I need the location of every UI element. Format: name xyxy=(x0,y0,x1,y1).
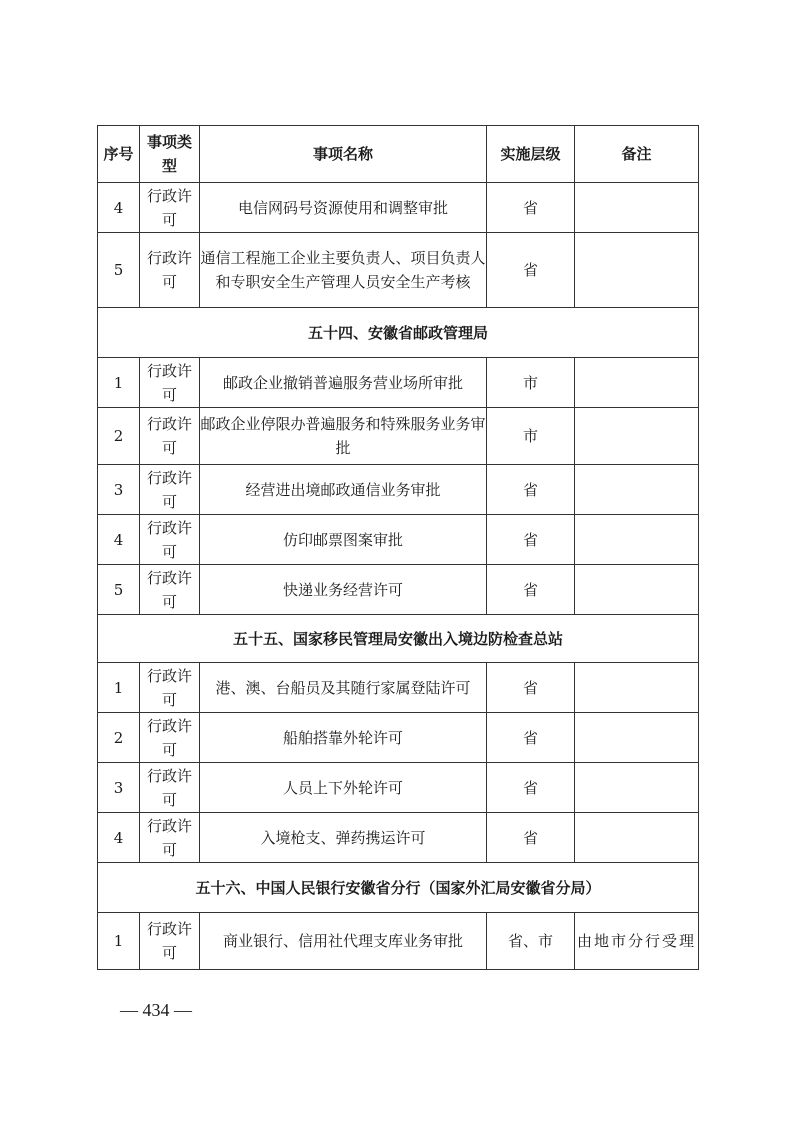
row-type: 行政许可 xyxy=(140,913,200,970)
row-type: 行政许可 xyxy=(140,465,200,515)
row-note xyxy=(575,183,699,233)
row-seq: 1 xyxy=(98,358,140,408)
row-level: 省 xyxy=(487,565,575,615)
row-note xyxy=(575,465,699,515)
header-name: 事项名称 xyxy=(200,126,487,183)
row-name: 邮政企业停限办普遍服务和特殊服务业务审批 xyxy=(200,408,487,465)
table-row xyxy=(98,515,699,565)
page-number: — 434 — xyxy=(120,1000,192,1020)
header-note: 备注 xyxy=(575,126,699,183)
table-row xyxy=(98,763,699,813)
row-name: 船舶搭靠外轮许可 xyxy=(200,713,487,763)
table-row xyxy=(98,358,699,408)
row-seq: 2 xyxy=(98,713,140,763)
table-row xyxy=(98,233,699,308)
row-seq: 5 xyxy=(98,233,140,308)
row-note: 由地市分行受理 xyxy=(575,913,699,970)
table-row xyxy=(98,183,699,233)
table-row xyxy=(98,913,699,970)
row-note xyxy=(575,813,699,863)
row-level: 省 xyxy=(487,515,575,565)
row-seq: 4 xyxy=(98,183,140,233)
row-seq: 1 xyxy=(98,913,140,970)
row-type: 行政许可 xyxy=(140,358,200,408)
row-seq: 3 xyxy=(98,465,140,515)
table-row xyxy=(98,408,699,465)
row-level: 省 xyxy=(487,233,575,308)
row-note xyxy=(575,565,699,615)
row-type: 行政许可 xyxy=(140,565,200,615)
row-name: 人员上下外轮许可 xyxy=(200,763,487,813)
row-note xyxy=(575,763,699,813)
row-seq: 4 xyxy=(98,813,140,863)
header-type: 事项类型 xyxy=(140,126,200,183)
row-level: 省 xyxy=(487,813,575,863)
row-seq: 1 xyxy=(98,663,140,713)
section-title: 五十六、中国人民银行安徽省分行（国家外汇局安徽省分局） xyxy=(98,863,699,913)
row-note xyxy=(575,233,699,308)
row-seq: 3 xyxy=(98,763,140,813)
row-type: 行政许可 xyxy=(140,515,200,565)
row-name: 商业银行、信用社代理支库业务审批 xyxy=(200,913,487,970)
table-row xyxy=(98,813,699,863)
approval-items-table xyxy=(97,125,699,970)
section-row xyxy=(98,308,699,358)
table-row xyxy=(98,565,699,615)
row-name: 电信网码号资源使用和调整审批 xyxy=(200,183,487,233)
row-level: 省 xyxy=(487,183,575,233)
row-level: 省 xyxy=(487,465,575,515)
row-note xyxy=(575,408,699,465)
row-level: 省 xyxy=(487,713,575,763)
row-level: 市 xyxy=(487,358,575,408)
table-row xyxy=(98,713,699,763)
table-header-row xyxy=(98,126,699,183)
row-note xyxy=(575,663,699,713)
header-seq: 序号 xyxy=(98,126,140,183)
row-note xyxy=(575,515,699,565)
row-seq: 5 xyxy=(98,565,140,615)
row-level: 省 xyxy=(487,763,575,813)
row-type: 行政许可 xyxy=(140,813,200,863)
row-name: 港、澳、台船员及其随行家属登陆许可 xyxy=(200,663,487,713)
row-name: 仿印邮票图案审批 xyxy=(200,515,487,565)
row-note xyxy=(575,358,699,408)
row-name: 快递业务经营许可 xyxy=(200,565,487,615)
row-name: 通信工程施工企业主要负责人、项目负责人和专职安全生产管理人员安全生产考核 xyxy=(200,233,487,308)
row-seq: 4 xyxy=(98,515,140,565)
table-row xyxy=(98,663,699,713)
section-row xyxy=(98,615,699,663)
section-title: 五十四、安徽省邮政管理局 xyxy=(98,308,699,358)
row-name: 经营进出境邮政通信业务审批 xyxy=(200,465,487,515)
table-row xyxy=(98,465,699,515)
row-type: 行政许可 xyxy=(140,663,200,713)
row-type: 行政许可 xyxy=(140,408,200,465)
section-title: 五十五、国家移民管理局安徽出入境边防检查总站 xyxy=(98,615,699,663)
row-name: 入境枪支、弹药携运许可 xyxy=(200,813,487,863)
header-level: 实施层级 xyxy=(487,126,575,183)
row-type: 行政许可 xyxy=(140,183,200,233)
row-type: 行政许可 xyxy=(140,233,200,308)
section-row xyxy=(98,863,699,913)
row-level: 省、市 xyxy=(487,913,575,970)
row-type: 行政许可 xyxy=(140,763,200,813)
row-type: 行政许可 xyxy=(140,713,200,763)
row-name: 邮政企业撤销普遍服务营业场所审批 xyxy=(200,358,487,408)
row-level: 市 xyxy=(487,408,575,465)
row-level: 省 xyxy=(487,663,575,713)
row-seq: 2 xyxy=(98,408,140,465)
row-note xyxy=(575,713,699,763)
